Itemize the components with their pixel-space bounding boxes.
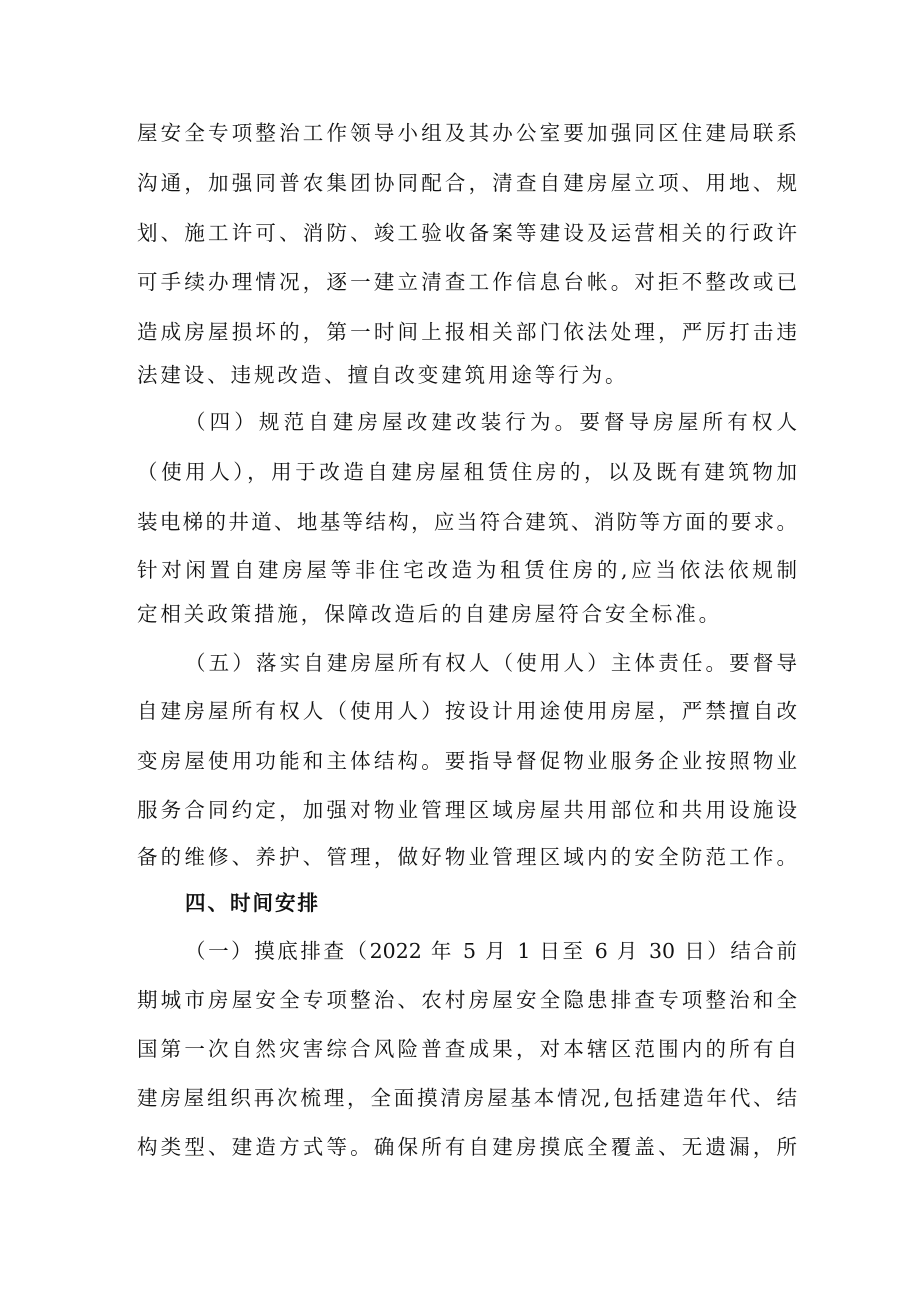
body-line: 期城市房屋安全专项整治、农村房屋安全隐患排查专项整治和全: [137, 988, 797, 1012]
body-line: 沟通，加强同普农集团协同配合，清查自建房屋立项、用地、规: [137, 171, 797, 195]
section-heading-4: （四）规范自建房屋改建改装行为。要督导房屋所有权人: [185, 410, 797, 434]
section-heading-5: （五）落实自建房屋所有权人（使用人）主体责任。要督导: [185, 651, 797, 675]
body-line: 备的维修、养护、管理，做好物业管理区域内的安全防范工作。: [137, 845, 797, 869]
body-line: 屋安全专项整治工作领导小组及其办公室要加强同区住建局联系: [137, 121, 797, 145]
body-line: 造成房屋损坏的，第一时间上报相关部门依法处理，严厉打击违: [137, 320, 797, 344]
body-line: 服务合同约定，加强对物业管理区域房屋共用部位和共用设施设: [137, 798, 797, 822]
subsection-heading-1: （一）摸底排查（2022 年 5 月 1 日至 6 月 30 日）结合前: [185, 939, 797, 963]
body-line: 定相关政策措施，保障改造后的自建房屋符合安全标准。: [137, 602, 722, 626]
body-line: 变房屋使用功能和主体结构。要指导督促物业服务企业按照物业: [137, 749, 797, 773]
body-line: 法建设、违规改造、擅自改变建筑用途等行为。: [137, 363, 629, 387]
body-line: 装电梯的井道、地基等结构，应当符合建筑、消防等方面的要求。: [137, 510, 797, 534]
body-line: 针对闲置自建房屋等非住宅改造为租赁住房的,应当依法依规制: [137, 558, 797, 582]
body-line: 构类型、建造方式等。确保所有自建房摸底全覆盖、无遗漏，所: [137, 1135, 797, 1159]
body-line: 自建房屋所有权人（使用人）按设计用途使用房屋，严禁擅自改: [137, 699, 797, 723]
body-line: （使用人），用于改造自建房屋租赁住房的，以及既有建筑物加: [137, 460, 797, 484]
body-line: 可手续办理情况，逐一建立清查工作信息台帐。对拒不整改或已: [137, 270, 797, 294]
body-line: 划、施工许可、消防、竣工验收备案等建设及运营相关的行政许: [137, 221, 797, 245]
chapter-heading: 四、时间安排: [185, 891, 320, 915]
body-line: 国第一次自然灾害综合风险普查成果，对本辖区范围内的所有自: [137, 1037, 797, 1061]
body-line: 建房屋组织再次梳理，全面摸清房屋基本情况,包括建造年代、结: [137, 1086, 797, 1110]
